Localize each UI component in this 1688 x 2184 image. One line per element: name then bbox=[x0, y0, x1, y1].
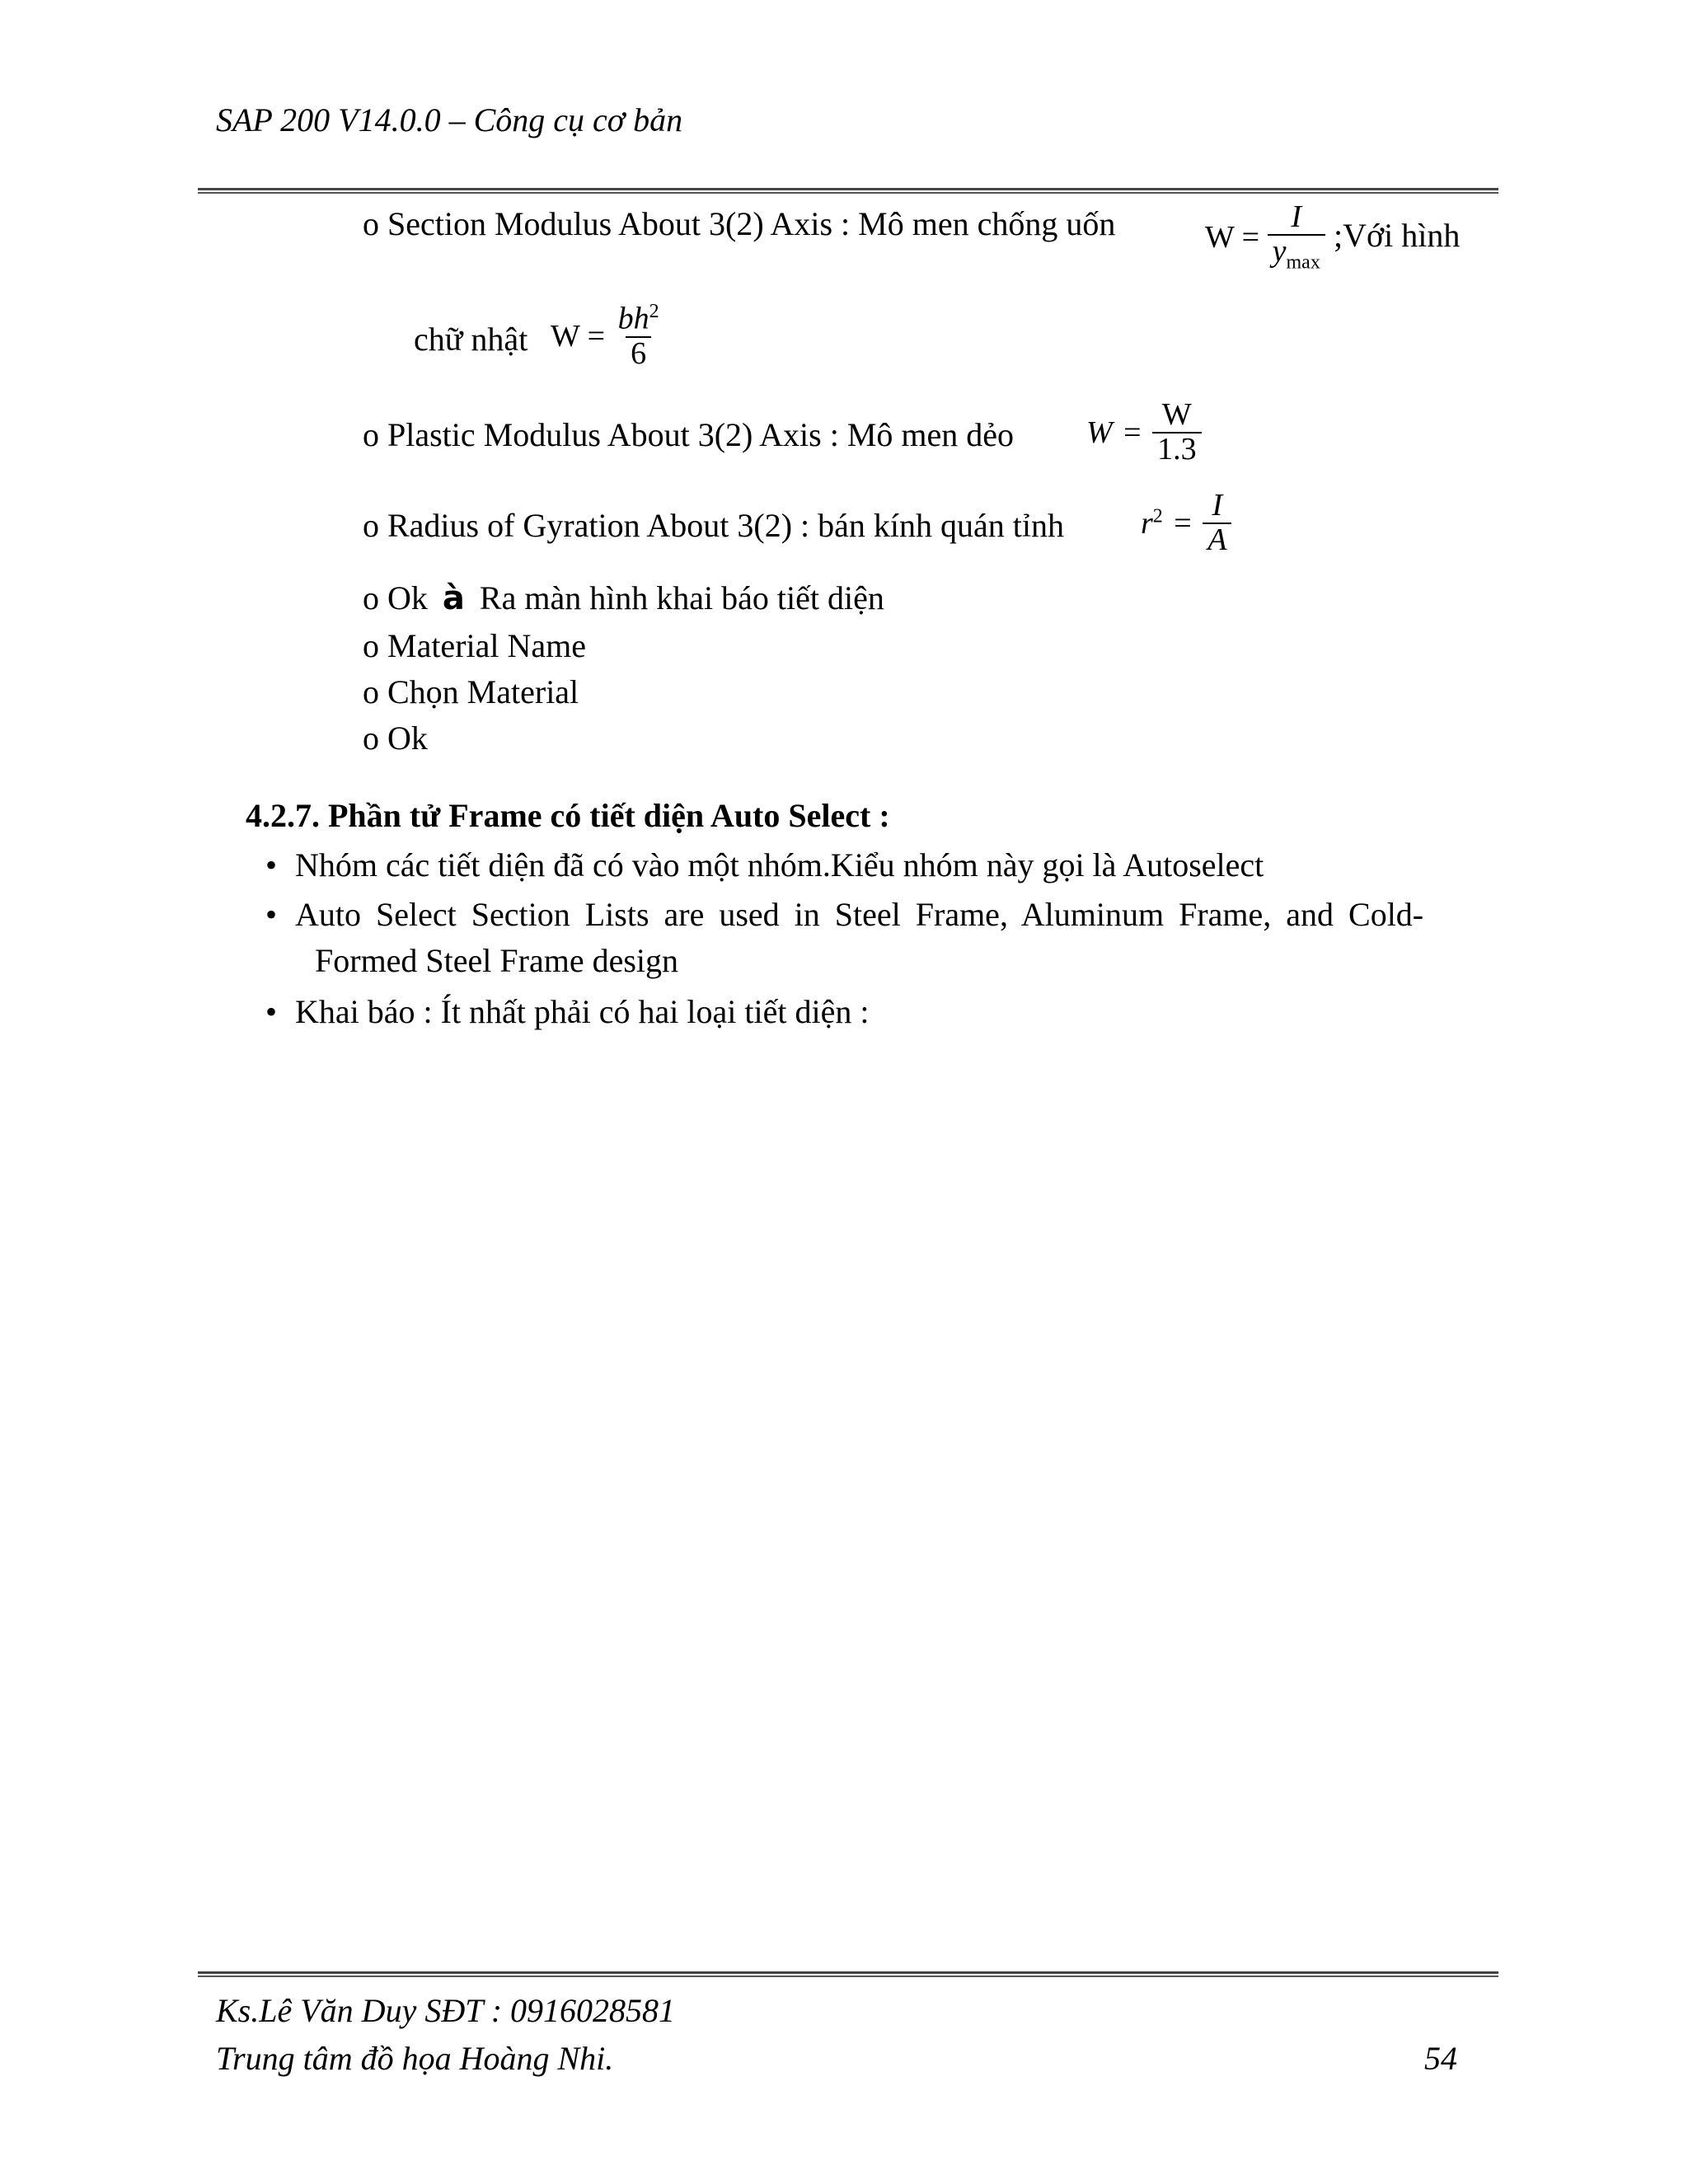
item-text: Radius of Gyration About 3(2) : bán kính quán tỉnh bbox=[387, 507, 1065, 544]
bullet-continuation: Formed Steel Frame design bbox=[315, 942, 679, 979]
bullet-icon: • bbox=[265, 993, 278, 1030]
item-rect-text: chữ nhật bbox=[414, 321, 528, 358]
formula-lhs: W = bbox=[551, 318, 606, 354]
item-marker: o bbox=[363, 507, 379, 544]
section-heading: 4.2.7. Phần tử Frame có tiết diện Auto Select : bbox=[246, 797, 890, 834]
formula-fraction bbox=[1203, 490, 1231, 557]
formula-numerator bbox=[613, 302, 664, 336]
formula-numerator: I bbox=[1212, 488, 1223, 523]
item-text-a: Ok bbox=[387, 579, 428, 616]
item-marker: o bbox=[363, 673, 379, 710]
item-ok-arrow bbox=[363, 579, 884, 617]
footer-author: Ks.Lê Văn Duy SĐT : 0916028581 bbox=[216, 1992, 676, 2029]
bullet-text: Auto Select Section Lists are used in Steel Frame, Aluminum Frame, and Cold- bbox=[295, 896, 1424, 933]
item-text: Material Name bbox=[387, 627, 586, 664]
item-plastic-modulus bbox=[363, 416, 1014, 453]
formula-denominator bbox=[1268, 234, 1325, 274]
item-ok bbox=[363, 719, 428, 757]
item-chon-material bbox=[363, 673, 579, 710]
formula-lhs-var: r bbox=[1141, 505, 1153, 541]
item-radius-gyration bbox=[363, 509, 1064, 542]
item-text: Chọn Material bbox=[387, 673, 579, 710]
formula-fraction bbox=[1152, 399, 1202, 466]
formula-lhs bbox=[1141, 505, 1163, 541]
formula-radius bbox=[1141, 490, 1231, 557]
formula-numerator: I bbox=[1291, 199, 1302, 234]
formula-lhs: W bbox=[1086, 415, 1113, 450]
bullet-icon: • bbox=[265, 846, 278, 883]
bullet-text: Khai báo : Ít nhất phải có hai loại tiết diện : bbox=[295, 993, 870, 1030]
formula-fraction bbox=[1268, 201, 1325, 274]
formula-numerator: W bbox=[1161, 397, 1192, 432]
item-section-modulus-suffix: ;Với hình bbox=[1334, 217, 1461, 254]
bullet-item bbox=[265, 898, 1423, 931]
item-marker: o bbox=[363, 627, 379, 664]
bullet-item bbox=[265, 846, 1264, 883]
item-text-b: Ra màn hình khai báo tiết diện bbox=[479, 579, 884, 616]
item-text: Plastic Modulus About 3(2) Axis : Mô men dẻo bbox=[387, 416, 1014, 453]
header-rule bbox=[198, 188, 1498, 194]
formula-plastic bbox=[1086, 399, 1202, 466]
formula-num-sup: 2 bbox=[649, 301, 659, 322]
item-marker: o bbox=[363, 719, 379, 757]
formula-lhs: W = bbox=[1205, 219, 1260, 255]
formula-den-var: y bbox=[1272, 233, 1287, 269]
formula-section-modulus bbox=[1205, 201, 1325, 274]
page-header-title: SAP 200 V14.0.0 – Công cụ cơ bản bbox=[216, 101, 683, 138]
formula-den-sub: max bbox=[1286, 251, 1320, 274]
item-section-modulus bbox=[363, 205, 1500, 242]
item-marker: o bbox=[363, 579, 379, 616]
formula-denominator: 6 bbox=[626, 336, 651, 371]
bullet-text: Nhóm các tiết diện đã có vào một nhóm.Kiểu nhóm này gọi là Autoselect bbox=[295, 846, 1264, 883]
item-text: Section Modulus About 3(2) Axis : Mô men chống uốn bbox=[387, 205, 1116, 242]
formula-num-var: bh bbox=[617, 301, 649, 336]
item-material-name bbox=[363, 627, 586, 664]
bullet-icon: • bbox=[265, 896, 278, 933]
formula-lhs-sup: 2 bbox=[1152, 505, 1163, 527]
formula-rect bbox=[551, 302, 664, 370]
bullet-item bbox=[265, 993, 870, 1030]
footer-center: Trung tâm đồ họa Hoàng Nhi. bbox=[216, 2040, 614, 2077]
item-marker: o bbox=[363, 205, 379, 242]
formula-denominator: A bbox=[1203, 523, 1231, 557]
formula-eq: = bbox=[1123, 415, 1142, 450]
item-marker: o bbox=[363, 416, 379, 453]
arrow-glyph: à bbox=[442, 579, 465, 617]
item-text: Ok bbox=[387, 719, 428, 757]
formula-fraction bbox=[613, 302, 664, 370]
footer-rule bbox=[198, 1971, 1498, 1977]
page-number: 54 bbox=[1424, 2040, 1457, 2077]
formula-denominator: 1.3 bbox=[1152, 432, 1202, 466]
formula-eq: = bbox=[1174, 505, 1192, 541]
